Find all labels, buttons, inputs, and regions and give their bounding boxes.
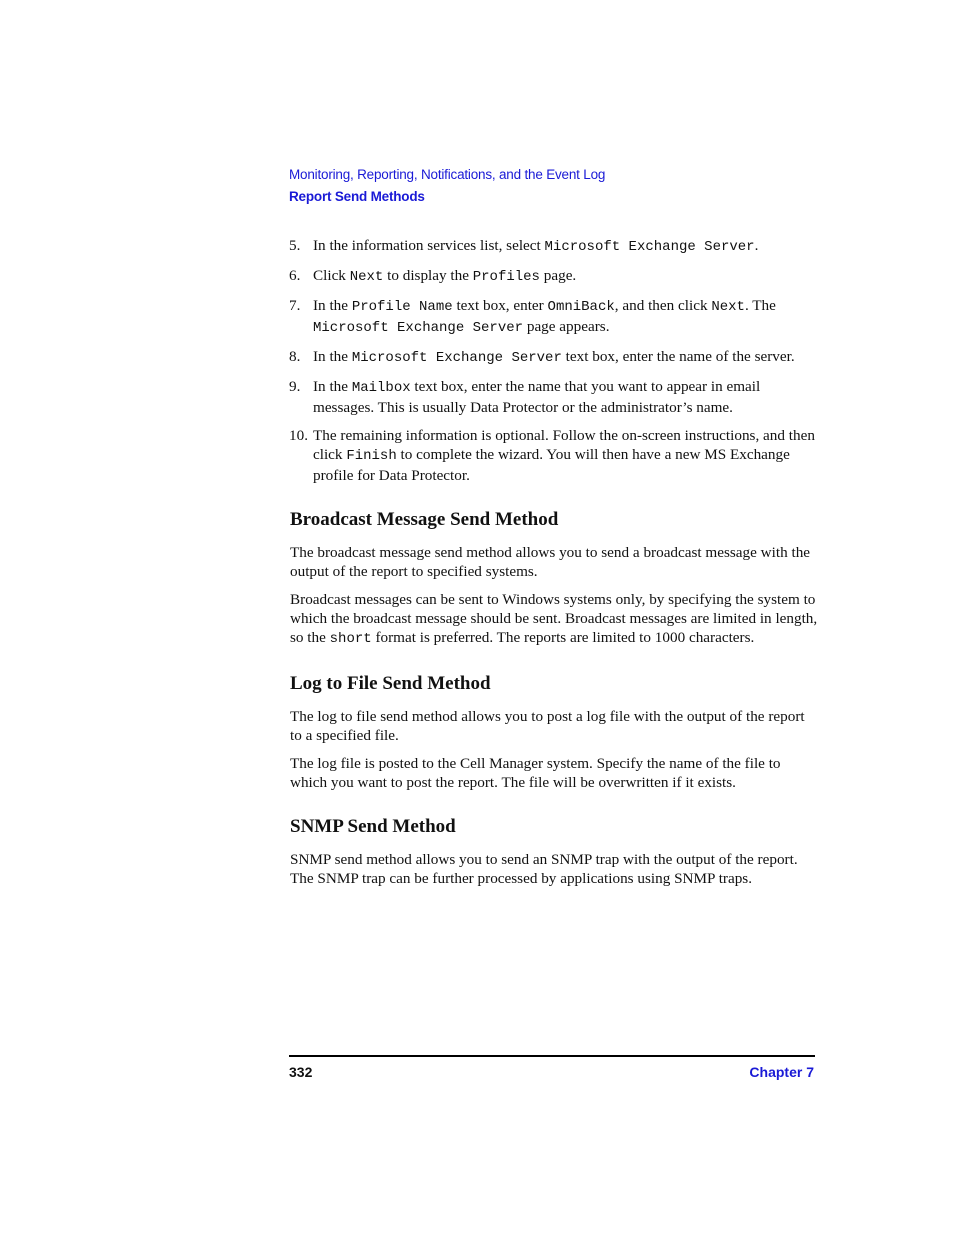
section-heading: Broadcast Message Send Method <box>290 509 559 530</box>
step-text <box>313 378 760 416</box>
step-item <box>289 296 819 338</box>
body-paragraph <box>290 754 819 792</box>
section-title[interactable]: Report Send Methods <box>289 189 425 204</box>
text-run: The log file is posted to the Cell Manager system. Specify the name of the file to which you want to post the report. The file will be overwritten if it exists. <box>290 755 781 791</box>
body-paragraph <box>290 707 819 745</box>
text-run: text box, enter the name that you want to appear in email messages. This is usually Data Protector or the administrator’s name. <box>313 378 761 416</box>
text-run: SNMP send method allows you to send an SNMP trap with the output of the report. The SNMP trap can be further processed by applications using SNMP traps. <box>290 851 798 887</box>
step-number: 6. <box>289 267 301 284</box>
step-text <box>313 237 758 254</box>
step-number: 8. <box>289 348 301 365</box>
text-run: In the <box>313 378 352 395</box>
step-number: 7. <box>289 297 301 314</box>
text-run: The broadcast message send method allows you to send a broadcast message with the output of the report to specified systems. <box>290 544 811 580</box>
code-text: Microsoft Exchange Server <box>544 239 755 255</box>
text-run: text box, enter <box>452 297 548 314</box>
step-item <box>289 426 819 485</box>
text-run: . The <box>744 297 776 314</box>
code-text: OmniBack <box>547 299 615 315</box>
step-number: 10. <box>289 427 308 444</box>
step-item <box>289 347 819 368</box>
text-run: to display the <box>383 267 473 284</box>
page-body <box>289 236 819 897</box>
text-run: . <box>754 237 759 254</box>
step-number: 9. <box>289 378 301 395</box>
text-run: to complete the wizard. You will then have a new MS Exchange profile for Data Protector. <box>313 446 790 484</box>
sections <box>289 509 819 888</box>
code-text: Microsoft Exchange Server <box>313 320 524 336</box>
footer-rule <box>289 1055 815 1057</box>
text-run: page appears. <box>523 318 610 335</box>
section-heading: Log to File Send Method <box>290 673 491 694</box>
text-run: In the information services list, select <box>313 237 545 254</box>
step-item <box>289 266 819 287</box>
body-paragraph <box>290 590 819 649</box>
step-text <box>313 427 815 484</box>
code-text: Mailbox <box>351 380 411 396</box>
code-text: Next <box>711 299 745 315</box>
text-run: text box, enter the name of the server. <box>561 348 795 365</box>
code-text: Microsoft Exchange Server <box>351 350 562 366</box>
code-text: short <box>329 631 372 647</box>
text-run: , and then click <box>614 297 712 314</box>
text-run: page. <box>539 267 577 284</box>
text-run: The log to file send method allows you to post a log file with the output of the report to a specified file. <box>290 708 805 744</box>
text-run: format is preferred. The reports are limited to 1000 characters. <box>371 629 755 646</box>
step-text <box>313 267 576 284</box>
text-run: The remaining information is optional. Follow the on-screen instructions, and then click <box>313 427 815 463</box>
page-number: 332 <box>289 1064 313 1080</box>
chapter-link[interactable]: Chapter 7 <box>749 1064 814 1080</box>
code-text: Finish <box>346 448 397 464</box>
text-run: Broadcast messages can be sent to Windows systems only, by specifying the system to which the broadcast message should be sent. Broadcast messages are limited in length, so the <box>290 591 818 646</box>
breadcrumb[interactable]: Monitoring, Reporting, Notifications, and the Event Log <box>289 167 606 182</box>
text-run: In the <box>313 297 352 314</box>
body-paragraph <box>290 543 819 581</box>
procedure-steps <box>289 236 819 485</box>
step-text <box>313 348 795 365</box>
step-text <box>313 297 776 335</box>
step-item <box>289 236 819 257</box>
code-text: Profiles <box>472 269 540 285</box>
code-text: Next <box>349 269 384 285</box>
running-header <box>289 166 829 206</box>
step-number: 5. <box>289 237 301 254</box>
section-heading: SNMP Send Method <box>290 816 456 837</box>
text-run: In the <box>313 348 352 365</box>
step-item <box>289 377 819 417</box>
code-text: Profile Name <box>351 299 453 315</box>
body-paragraph <box>290 850 819 888</box>
text-run: Click <box>313 267 350 284</box>
